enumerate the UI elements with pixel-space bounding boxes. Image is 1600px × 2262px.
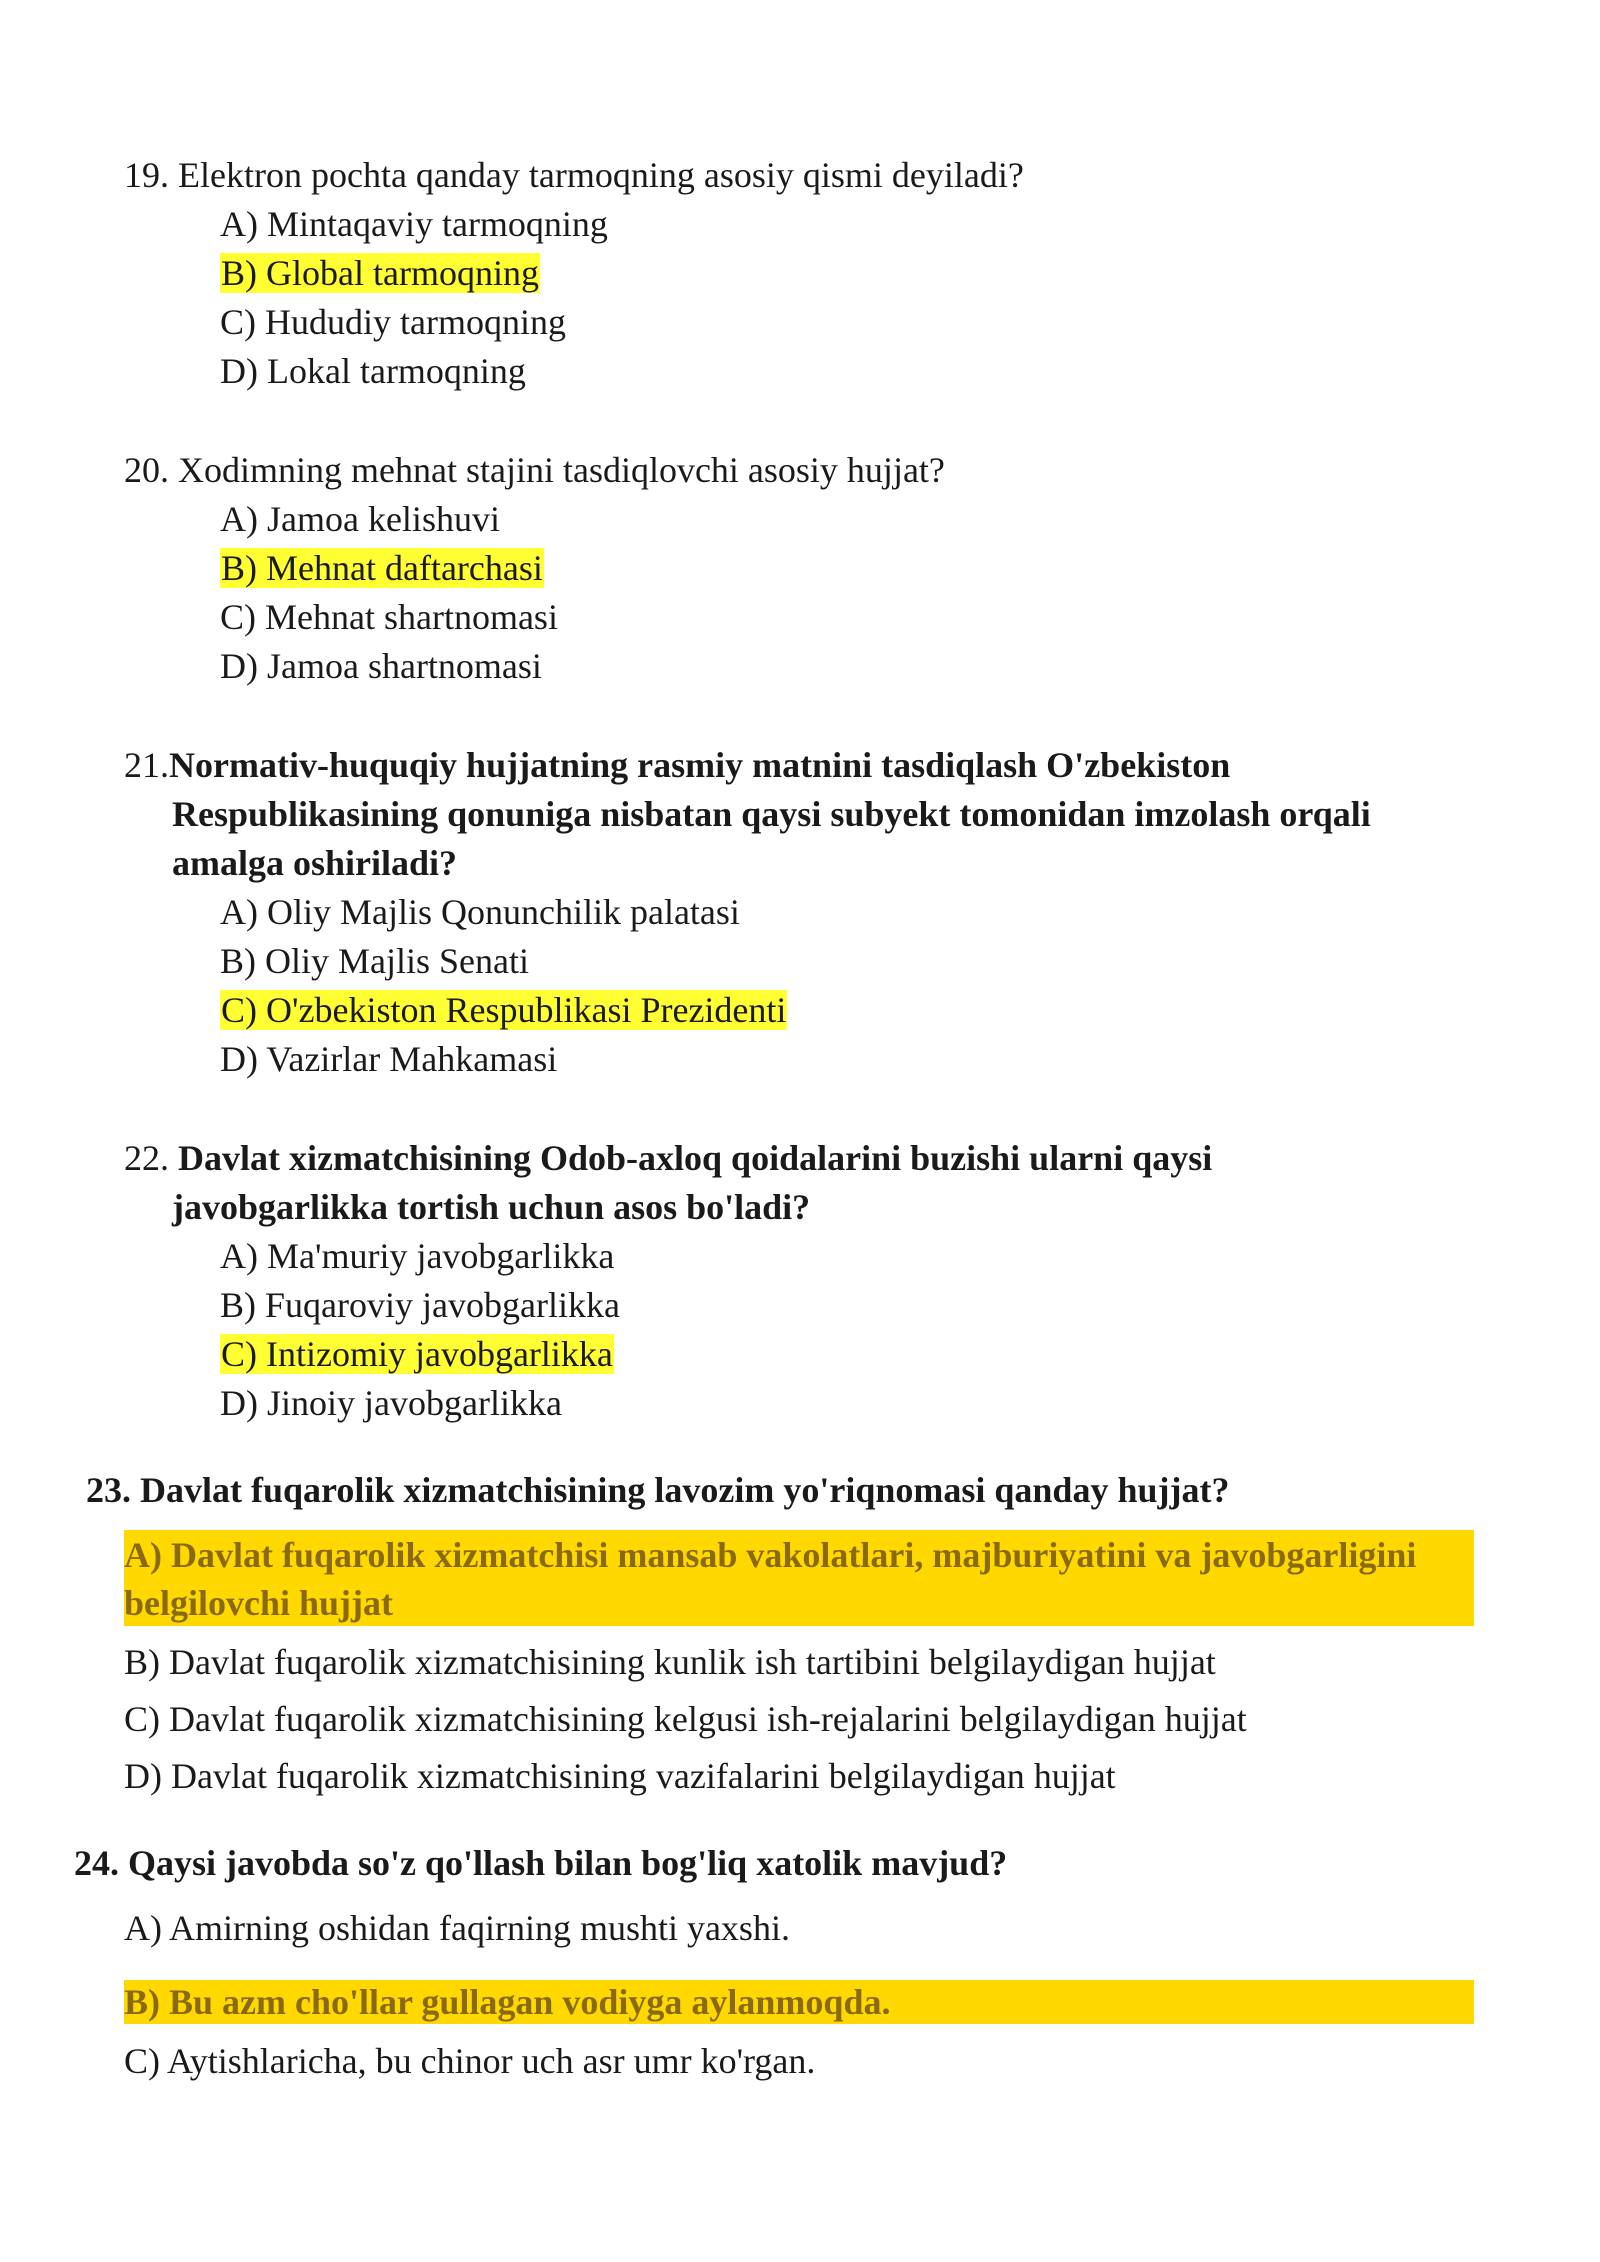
question-number: 22.: [124, 1138, 169, 1178]
option-24-c: C) Aytishlaricha, bu chinor uch asr umr ko'rgan.: [124, 2041, 816, 2081]
question-number: 21.: [124, 745, 169, 785]
option-23-a-correct-line-1: A) Davlat fuqarolik xizmatchisi mansab vakolatlari, majburiyatini va javobgarligini: [124, 1535, 1417, 1575]
option-24-a: A) Amirning oshidan faqirning mushti yaxshi.: [124, 1908, 790, 1948]
option-22-b: B) Fuqaroviy javobgarlikka: [220, 1285, 620, 1325]
option-20-b-correct: B) Mehnat daftarchasi: [221, 548, 543, 588]
question-text: Qaysi javobda so'z qo'llash bilan bog'liq xatolik mavjud?: [128, 1843, 1008, 1883]
option-21-c-correct: C) O'zbekiston Respublikasi Prezidenti: [221, 990, 787, 1030]
question-number: 19.: [124, 155, 169, 195]
question-21-line-3: amalga oshiriladi?: [172, 843, 458, 883]
question-number: 23.: [86, 1470, 131, 1510]
option-22-c-correct: C) Intizomiy javobgarlikka: [221, 1334, 613, 1374]
option-19-d: D) Lokal tarmoqning: [220, 351, 526, 391]
option-22-a: A) Ma'muriy javobgarlikka: [220, 1236, 615, 1276]
question-21-line-2: Respublikasining qonuniga nisbatan qaysi subyekt tomonidan imzolash orqali: [172, 794, 1371, 834]
option-21-a: A) Oliy Majlis Qonunchilik palatasi: [220, 892, 740, 932]
option-23-b: B) Davlat fuqarolik xizmatchisining kunlik ish tartibini belgilaydigan hujjat: [124, 1642, 1216, 1682]
question-23: [86, 1465, 1229, 1515]
question-text: Xodimning mehnat stajini tasdiqlovchi asosiy hujjat?: [178, 450, 945, 490]
option-21-b: B) Oliy Majlis Senati: [220, 941, 529, 981]
option-19-c: C) Hududiy tarmoqning: [220, 302, 566, 342]
option-20-d: D) Jamoa shartnomasi: [220, 646, 542, 686]
option-19-b-correct: B) Global tarmoqning: [221, 253, 539, 293]
question-21: [124, 740, 1230, 790]
option-20-c: C) Mehnat shartnomasi: [220, 597, 558, 637]
option-21-d: D) Vazirlar Mahkamasi: [220, 1039, 558, 1079]
question-24: [74, 1838, 1007, 1888]
question-text: Elektron pochta qanday tarmoqning asosiy qismi deyiladi?: [178, 155, 1024, 195]
option-20-a: A) Jamoa kelishuvi: [220, 499, 500, 539]
option-19-a: A) Mintaqaviy tarmoqning: [220, 204, 608, 244]
question-22: [124, 1133, 1212, 1183]
question-text-line-1: Davlat xizmatchisining Odob-axloq qoidalarini buzishi ularni qaysi: [178, 1138, 1213, 1178]
question-number: 24.: [74, 1843, 119, 1883]
question-19: [124, 150, 1024, 200]
option-24-b-correct: B) Bu azm cho'llar gullagan vodiyga aylanmoqda.: [124, 1982, 891, 2022]
question-text: Davlat fuqarolik xizmatchisining lavozim yo'riqnomasi qanday hujjat?: [140, 1470, 1230, 1510]
option-23-c: C) Davlat fuqarolik xizmatchisining kelgusi ish-rejalarini belgilaydigan hujjat: [124, 1699, 1247, 1739]
option-22-d: D) Jinoiy javobgarlikka: [220, 1383, 562, 1423]
question-text-line-1: Normativ-huquqiy hujjatning rasmiy matnini tasdiqlash O'zbekiston: [169, 745, 1231, 785]
question-20: [124, 445, 945, 495]
question-number: 20.: [124, 450, 169, 490]
option-23-d: D) Davlat fuqarolik xizmatchisining vazifalarini belgilaydigan hujjat: [124, 1756, 1116, 1796]
question-22-line-2: javobgarlikka tortish uchun asos bo'ladi?: [172, 1187, 811, 1227]
option-23-a-correct-line-2: belgilovchi hujjat: [124, 1583, 394, 1623]
